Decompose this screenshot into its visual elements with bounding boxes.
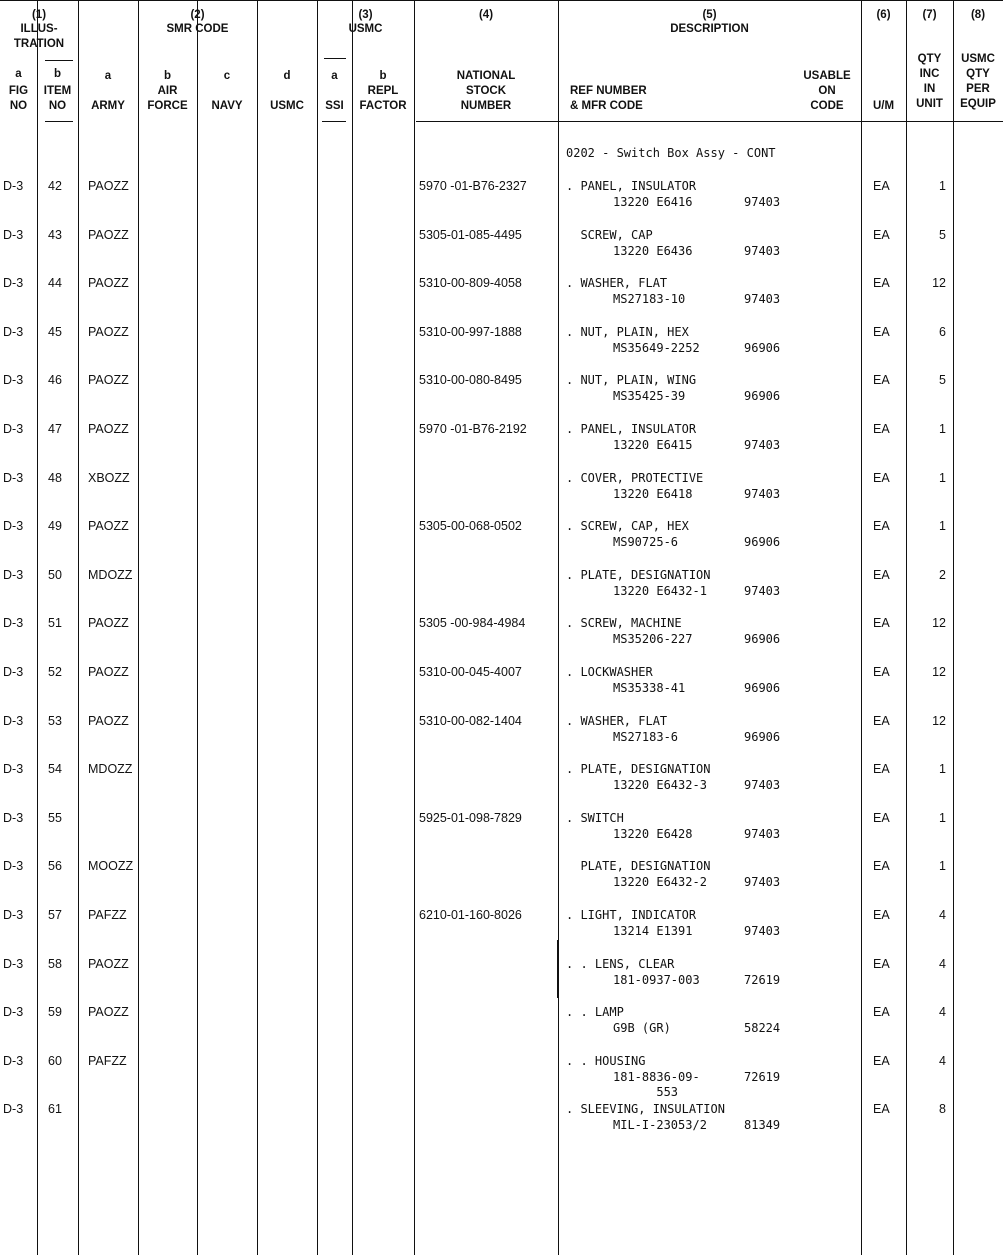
- fig-number: D-3: [3, 422, 24, 436]
- item-number: 58: [48, 957, 62, 971]
- stock-number: 5305 -00-984-4984: [419, 616, 526, 630]
- item-number: 52: [48, 665, 62, 679]
- col1a-label: FIG NO: [8, 85, 29, 112]
- fig-number: D-3: [3, 1054, 24, 1068]
- unit-of-measure: EA: [873, 665, 890, 679]
- part-description: . NUT, PLAIN, WING: [566, 373, 697, 387]
- mfr-code: 97403: [744, 195, 781, 209]
- quantity: 1: [939, 762, 946, 776]
- table-row: [0, 616, 1003, 660]
- ref-number: MS35206-227: [613, 632, 693, 646]
- ref-number: MS27183-10: [613, 292, 686, 306]
- smr-code-army: PAOZZ: [88, 373, 129, 387]
- col1b-letter: b: [53, 68, 62, 80]
- smr-code-army: PAOZZ: [88, 665, 129, 679]
- col2b-letter: b: [163, 70, 172, 82]
- stock-number: 5305-01-085-4495: [419, 228, 522, 242]
- col4-number: (4): [478, 9, 494, 21]
- quantity: 12: [932, 276, 946, 290]
- quantity: 4: [939, 1005, 946, 1019]
- stock-number: 5310-00-080-8495: [419, 373, 522, 387]
- quantity: 1: [939, 519, 946, 533]
- quantity: 1: [939, 859, 946, 873]
- table-row: [0, 179, 1003, 223]
- part-description: SCREW, CAP: [566, 228, 653, 242]
- unit-of-measure: EA: [873, 373, 890, 387]
- fig-number: D-3: [3, 762, 24, 776]
- part-description: . PLATE, DESIGNATION: [566, 762, 711, 776]
- table-row: [0, 665, 1003, 709]
- stock-number: 5310-00-082-1404: [419, 714, 522, 728]
- ref-number: 13214 E1391: [613, 924, 693, 938]
- col2a-letter: a: [104, 70, 112, 82]
- quantity: 6: [939, 325, 946, 339]
- mfr-code: 96906: [744, 632, 781, 646]
- table-row: [0, 276, 1003, 320]
- col3-number: (3): [358, 9, 373, 21]
- mfr-code: 97403: [744, 924, 781, 938]
- quantity: 12: [932, 714, 946, 728]
- fig-number: D-3: [3, 665, 24, 679]
- unit-of-measure: EA: [873, 908, 890, 922]
- unit-of-measure: EA: [873, 859, 890, 873]
- item-number: 56: [48, 859, 62, 873]
- mfr-code: 58224: [744, 1021, 781, 1035]
- header-underline: [957, 121, 999, 122]
- smr-code-army: PAOZZ: [88, 1005, 129, 1019]
- part-description: . PANEL, INSULATOR: [566, 422, 697, 436]
- smr-code-army: PAFZZ: [88, 908, 127, 922]
- col2c-label: NAVY: [211, 100, 243, 112]
- stock-number: 5305-00-068-0502: [419, 519, 522, 533]
- ref-number: 13220 E6416: [613, 195, 693, 209]
- table-row: [0, 957, 1003, 1001]
- quantity: 4: [939, 1054, 946, 1068]
- table-row: [0, 859, 1003, 903]
- smr-code-army: PAOZZ: [88, 325, 129, 339]
- header-underline: [0, 0, 1003, 1]
- mfr-code: 97403: [744, 438, 781, 452]
- fig-number: D-3: [3, 908, 24, 922]
- quantity: 2: [939, 568, 946, 582]
- item-number: 48: [48, 471, 62, 485]
- col3a-letter: a: [331, 70, 338, 82]
- unit-of-measure: EA: [873, 714, 890, 728]
- table-row: [0, 373, 1003, 417]
- unit-of-measure: EA: [873, 325, 890, 339]
- table-row: [0, 422, 1003, 466]
- fig-number: D-3: [3, 179, 24, 193]
- fig-number: D-3: [3, 1102, 24, 1116]
- col4-title: NATIONAL STOCK NUMBER: [456, 70, 516, 112]
- table-row: [0, 325, 1003, 369]
- mfr-code: 72619: [744, 973, 781, 987]
- ref-number: G9B (GR): [613, 1021, 671, 1035]
- part-description: . LIGHT, INDICATOR: [566, 908, 697, 922]
- item-number: 44: [48, 276, 62, 290]
- part-description: . SCREW, CAP, HEX: [566, 519, 689, 533]
- col2c-letter: c: [223, 70, 231, 82]
- col2a-label: ARMY: [91, 100, 125, 112]
- ref-number: 13220 E6432-3: [613, 778, 707, 792]
- ref-number: 13220 E6436: [613, 244, 693, 258]
- part-description: . PANEL, INSULATOR: [566, 179, 697, 193]
- mfr-code: 96906: [744, 341, 781, 355]
- table-row: [0, 1005, 1003, 1049]
- unit-of-measure: EA: [873, 616, 890, 630]
- mfr-code: 96906: [744, 389, 781, 403]
- item-number: 59: [48, 1005, 62, 1019]
- smr-code-army: PAOZZ: [88, 179, 129, 193]
- smr-code-army: MDOZZ: [88, 762, 133, 776]
- part-description: . . LAMP: [566, 1005, 624, 1019]
- table-row: [0, 1054, 1003, 1098]
- mfr-code: 97403: [744, 875, 781, 889]
- ref-number: 13220 E6415: [613, 438, 693, 452]
- quantity: 5: [939, 373, 946, 387]
- part-description: . SWITCH: [566, 811, 624, 825]
- mfr-code: 96906: [744, 681, 781, 695]
- item-number: 51: [48, 616, 62, 630]
- smr-code-army: PAOZZ: [88, 957, 129, 971]
- quantity: 12: [932, 665, 946, 679]
- item-number: 61: [48, 1102, 62, 1116]
- fig-number: D-3: [3, 228, 24, 242]
- fig-number: D-3: [3, 373, 24, 387]
- col2d-letter: d: [283, 70, 291, 82]
- ref-number: MIL-I-23053/2: [613, 1118, 707, 1132]
- col1a-letter: a: [15, 68, 22, 80]
- mfr-code: 97403: [744, 778, 781, 792]
- smr-code-army: XBOZZ: [88, 471, 130, 485]
- item-number: 46: [48, 373, 62, 387]
- unit-of-measure: EA: [873, 1054, 890, 1068]
- quantity: 5: [939, 228, 946, 242]
- header-underline: [912, 121, 948, 122]
- fig-number: D-3: [3, 276, 24, 290]
- col3a-label: SSI: [325, 100, 344, 112]
- col1-number: (1): [31, 9, 47, 21]
- fig-number: D-3: [3, 471, 24, 485]
- mfr-code: 97403: [744, 244, 781, 258]
- stock-number: 5310-00-997-1888: [419, 325, 522, 339]
- smr-code-army: PAOZZ: [88, 519, 129, 533]
- unit-of-measure: EA: [873, 422, 890, 436]
- ref-number: 13220 E6432-1: [613, 584, 707, 598]
- col8-title: USMC QTY PER EQUIP: [960, 53, 996, 110]
- col1-title: ILLUS- TRATION: [13, 23, 65, 50]
- table-row: [0, 568, 1003, 612]
- ref-number: MS35649-2252: [613, 341, 700, 355]
- ref-number: 13220 E6428: [613, 827, 693, 841]
- table-row: [0, 228, 1003, 272]
- header-underline: [45, 60, 73, 61]
- stock-number: 5925-01-098-7829: [419, 811, 522, 825]
- part-description: PLATE, DESIGNATION: [566, 859, 711, 873]
- fig-number: D-3: [3, 1005, 24, 1019]
- header-underline: [322, 121, 346, 122]
- unit-of-measure: EA: [873, 762, 890, 776]
- part-description: . . LENS, CLEAR: [566, 957, 675, 971]
- col2d-label: USMC: [270, 100, 304, 112]
- item-number: 47: [48, 422, 62, 436]
- stock-number: 5310-00-809-4058: [419, 276, 522, 290]
- part-description: . LOCKWASHER: [566, 665, 653, 679]
- ref-number: 181-8836-09- 553: [613, 1070, 700, 1099]
- fig-number: D-3: [3, 519, 24, 533]
- col6-title: U/M: [872, 100, 895, 112]
- unit-of-measure: EA: [873, 1102, 890, 1116]
- table-row: [0, 811, 1003, 855]
- quantity: 1: [939, 422, 946, 436]
- item-number: 43: [48, 228, 62, 242]
- col5-ref-label: REF NUMBER & MFR CODE: [570, 85, 647, 112]
- smr-code-army: PAOZZ: [88, 228, 129, 242]
- fig-number: D-3: [3, 957, 24, 971]
- mfr-code: 97403: [744, 584, 781, 598]
- col7-number: (7): [922, 9, 937, 21]
- col3b-letter: b: [379, 70, 387, 82]
- mfr-code: 97403: [744, 487, 781, 501]
- table-row: [0, 519, 1003, 563]
- unit-of-measure: EA: [873, 179, 890, 193]
- mfr-code: 97403: [744, 292, 781, 306]
- item-number: 60: [48, 1054, 62, 1068]
- smr-code-army: MOOZZ: [88, 859, 134, 873]
- smr-code-army: PAFZZ: [88, 1054, 127, 1068]
- fig-number: D-3: [3, 714, 24, 728]
- stock-number: 5970 -01-B76-2327: [419, 179, 527, 193]
- part-description: . . HOUSING: [566, 1054, 646, 1068]
- item-number: 53: [48, 714, 62, 728]
- col2b-label: AIR FORCE: [147, 85, 188, 112]
- item-number: 54: [48, 762, 62, 776]
- item-number: 57: [48, 908, 62, 922]
- ref-number: MS35425-39: [613, 389, 686, 403]
- col5-usable-label: USABLE ON CODE: [803, 70, 851, 112]
- col3-title: USMC: [348, 23, 383, 35]
- col5-title: DESCRIPTION: [670, 23, 749, 35]
- unit-of-measure: EA: [873, 957, 890, 971]
- part-description: . SCREW, MACHINE: [566, 616, 682, 630]
- ref-number: MS90725-6: [613, 535, 679, 549]
- col8-number: (8): [970, 9, 986, 21]
- item-number: 42: [48, 179, 62, 193]
- part-description: . SLEEVING, INSULATION: [566, 1102, 725, 1116]
- section-title: 0202 - Switch Box Assy - CONT: [566, 146, 776, 160]
- header-underline: [45, 121, 73, 122]
- quantity: 4: [939, 908, 946, 922]
- smr-code-army: PAOZZ: [88, 422, 129, 436]
- col1b-label: ITEM NO: [43, 85, 72, 112]
- table-row: [0, 714, 1003, 758]
- part-description: . NUT, PLAIN, HEX: [566, 325, 689, 339]
- table-row: [0, 471, 1003, 515]
- quantity: 1: [939, 471, 946, 485]
- table-row: [0, 762, 1003, 806]
- item-number: 45: [48, 325, 62, 339]
- quantity: 4: [939, 957, 946, 971]
- quantity: 8: [939, 1102, 946, 1116]
- unit-of-measure: EA: [873, 471, 890, 485]
- smr-code-army: PAOZZ: [88, 276, 129, 290]
- part-description: . COVER, PROTECTIVE: [566, 471, 704, 485]
- col6-number: (6): [876, 9, 891, 21]
- item-number: 55: [48, 811, 62, 825]
- stock-number: 5970 -01-B76-2192: [419, 422, 527, 436]
- table-row: [0, 908, 1003, 952]
- col7-title: QTY INC IN UNIT: [916, 53, 943, 110]
- item-number: 49: [48, 519, 62, 533]
- quantity: 1: [939, 179, 946, 193]
- ref-number: 13220 E6432-2: [613, 875, 707, 889]
- fig-number: D-3: [3, 811, 24, 825]
- mfr-code: 72619: [744, 1070, 781, 1084]
- ref-number: 181-0937-003: [613, 973, 700, 987]
- part-description: . WASHER, FLAT: [566, 714, 668, 728]
- unit-of-measure: EA: [873, 519, 890, 533]
- unit-of-measure: EA: [873, 568, 890, 582]
- stock-number: 6210-01-160-8026: [419, 908, 522, 922]
- smr-code-army: PAOZZ: [88, 714, 129, 728]
- col5-number: (5): [702, 9, 717, 21]
- part-description: . WASHER, FLAT: [566, 276, 668, 290]
- unit-of-measure: EA: [873, 811, 890, 825]
- part-description: . PLATE, DESIGNATION: [566, 568, 711, 582]
- unit-of-measure: EA: [873, 228, 890, 242]
- mfr-code: 96906: [744, 730, 781, 744]
- smr-code-army: MDOZZ: [88, 568, 133, 582]
- col3b-label: REPL FACTOR: [359, 85, 407, 112]
- quantity: 1: [939, 811, 946, 825]
- col2-title: SMR CODE: [166, 23, 229, 35]
- mfr-code: 96906: [744, 535, 781, 549]
- ref-number: MS35338-41: [613, 681, 686, 695]
- mfr-code: 97403: [744, 827, 781, 841]
- table-row: [0, 1102, 1003, 1146]
- fig-number: D-3: [3, 859, 24, 873]
- header-underline: [324, 58, 346, 59]
- ref-number: 13220 E6418: [613, 487, 693, 501]
- unit-of-measure: EA: [873, 276, 890, 290]
- quantity: 12: [932, 616, 946, 630]
- fig-number: D-3: [3, 325, 24, 339]
- ref-number: MS27183-6: [613, 730, 679, 744]
- smr-code-army: PAOZZ: [88, 616, 129, 630]
- fig-number: D-3: [3, 568, 24, 582]
- item-number: 50: [48, 568, 62, 582]
- unit-of-measure: EA: [873, 1005, 890, 1019]
- mfr-code: 81349: [744, 1118, 781, 1132]
- stock-number: 5310-00-045-4007: [419, 665, 522, 679]
- col2-number: (2): [190, 9, 205, 21]
- fig-number: D-3: [3, 616, 24, 630]
